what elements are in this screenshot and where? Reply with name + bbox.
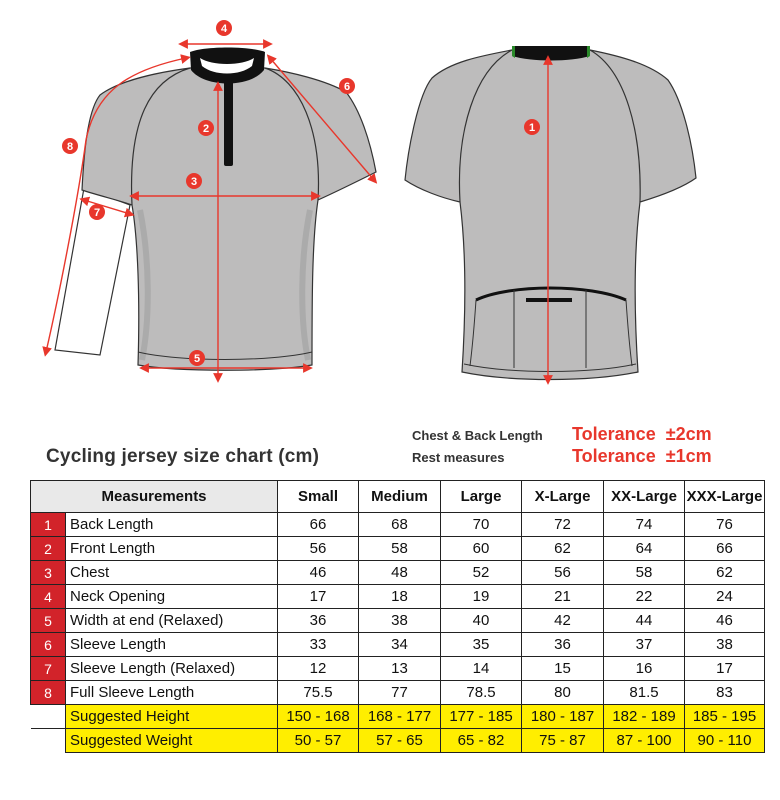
size-value: 76 [685,513,765,537]
size-value: 22 [604,585,685,609]
size-value: 58 [604,561,685,585]
size-value: 46 [685,609,765,633]
size-value: 60 [441,537,522,561]
table-body [31,513,765,753]
size-value: 66 [278,513,359,537]
marker-4 [216,20,232,36]
size-value: 83 [685,681,765,705]
size-value: 62 [522,537,604,561]
size-value: 80 [522,681,604,705]
size-value: 12 [278,657,359,681]
table-row [31,537,765,561]
measurement-label: Chest [66,561,278,585]
table-row [31,633,765,657]
tolerance-chest-back [412,424,712,445]
svg-text:8: 8 [66,141,74,153]
svg-text:3: 3 [190,176,198,188]
size-table [30,480,765,753]
suggested-value: 75 - 87 [522,729,604,753]
size-value: 40 [441,609,522,633]
size-value: 18 [359,585,441,609]
marker-6 [339,78,355,94]
header-xx-large: XX-Large [604,481,685,513]
size-value: 64 [604,537,685,561]
row-number-badge: 8 [31,681,66,705]
measurement-label: Neck Opening [66,585,278,609]
row-number-badge: 1 [31,513,66,537]
size-value: 44 [604,609,685,633]
table-row [31,657,765,681]
table-row [31,585,765,609]
size-value: 36 [278,609,359,633]
size-value: 81.5 [604,681,685,705]
size-value: 46 [278,561,359,585]
size-value: 17 [278,585,359,609]
suggested-value: 182 - 189 [604,705,685,729]
size-value: 33 [278,633,359,657]
size-value: 36 [522,633,604,657]
svg-text:4: 4 [220,23,228,35]
header-medium: Medium [359,481,441,513]
size-value: 78.5 [441,681,522,705]
size-value: 38 [359,609,441,633]
svg-text:2: 2 [202,123,210,135]
table-row [31,609,765,633]
suggested-value: 150 - 168 [278,705,359,729]
size-value: 66 [685,537,765,561]
size-value: 58 [359,537,441,561]
marker-2 [198,120,214,136]
tolerance-chest-back-value: Tolerance ±2cm [572,424,712,444]
size-value: 48 [359,561,441,585]
suggested-value: 65 - 82 [441,729,522,753]
suggested-value: 168 - 177 [359,705,441,729]
row-number-badge: 4 [31,585,66,609]
size-value: 14 [441,657,522,681]
row-number-badge: 3 [31,561,66,585]
table-row [31,513,765,537]
tolerance-rest-value: Tolerance ±1cm [572,446,712,466]
size-value: 62 [685,561,765,585]
back-jersey [405,46,696,380]
measurement-label: Full Sleeve Length [66,681,278,705]
size-value: 56 [522,561,604,585]
back-zip-pocket [526,298,572,302]
row-number-blank [31,729,66,753]
marker-1 [524,119,540,135]
tolerance-chest-back-label: Chest & Back Length [412,428,543,443]
marker-3 [186,173,202,189]
suggested-value: 180 - 187 [522,705,604,729]
marker-5 [189,350,205,366]
measurement-label: Front Length [66,537,278,561]
size-value: 15 [522,657,604,681]
row-number-badge: 2 [31,537,66,561]
row-number-badge: 7 [31,657,66,681]
svg-text:7: 7 [93,207,101,219]
size-value: 38 [685,633,765,657]
measurement-label: Sleeve Length (Relaxed) [66,657,278,681]
tolerance-rest-label: Rest measures [412,450,505,465]
size-value: 56 [278,537,359,561]
tolerance-rest [412,446,712,467]
size-value: 16 [604,657,685,681]
size-value: 21 [522,585,604,609]
svg-text:6: 6 [343,81,351,93]
size-value: 37 [604,633,685,657]
measurement-label: Back Length [66,513,278,537]
suggested-value: 177 - 185 [441,705,522,729]
row-number-blank [31,705,66,729]
svg-text:5: 5 [193,353,201,365]
measurement-label: Sleeve Length [66,633,278,657]
size-value: 34 [359,633,441,657]
svg-text:1: 1 [528,122,536,134]
back-collar [512,46,590,61]
size-value: 17 [685,657,765,681]
header-x-large: X-Large [522,481,604,513]
suggested-label: Suggested Weight [66,729,278,753]
size-value: 68 [359,513,441,537]
table-row [31,681,765,705]
header-large: Large [441,481,522,513]
suggested-row [31,729,765,753]
size-value: 35 [441,633,522,657]
marker-7 [89,204,105,220]
size-value: 75.5 [278,681,359,705]
suggested-value: 185 - 195 [685,705,765,729]
row-number-badge: 5 [31,609,66,633]
table-header-row [31,481,765,513]
size-value: 72 [522,513,604,537]
header-measurements: Measurements [31,481,278,513]
suggested-value: 87 - 100 [604,729,685,753]
size-value: 24 [685,585,765,609]
row-number-badge: 6 [31,633,66,657]
size-value: 77 [359,681,441,705]
chart-title: Cycling jersey size chart (cm) [46,446,320,467]
size-value: 42 [522,609,604,633]
table-row [31,561,765,585]
back-jersey-body [405,50,696,380]
suggested-value: 90 - 110 [685,729,765,753]
suggested-value: 57 - 65 [359,729,441,753]
suggested-label: Suggested Height [66,705,278,729]
header-small: Small [278,481,359,513]
size-value: 74 [604,513,685,537]
marker-8 [62,138,78,154]
size-value: 52 [441,561,522,585]
size-value: 19 [441,585,522,609]
size-value: 13 [359,657,441,681]
suggested-value: 50 - 57 [278,729,359,753]
suggested-row [31,705,765,729]
measurement-label: Width at end (Relaxed) [66,609,278,633]
zipper [224,80,233,166]
header-xxx-large: XXX-Large [685,481,765,513]
size-value: 70 [441,513,522,537]
